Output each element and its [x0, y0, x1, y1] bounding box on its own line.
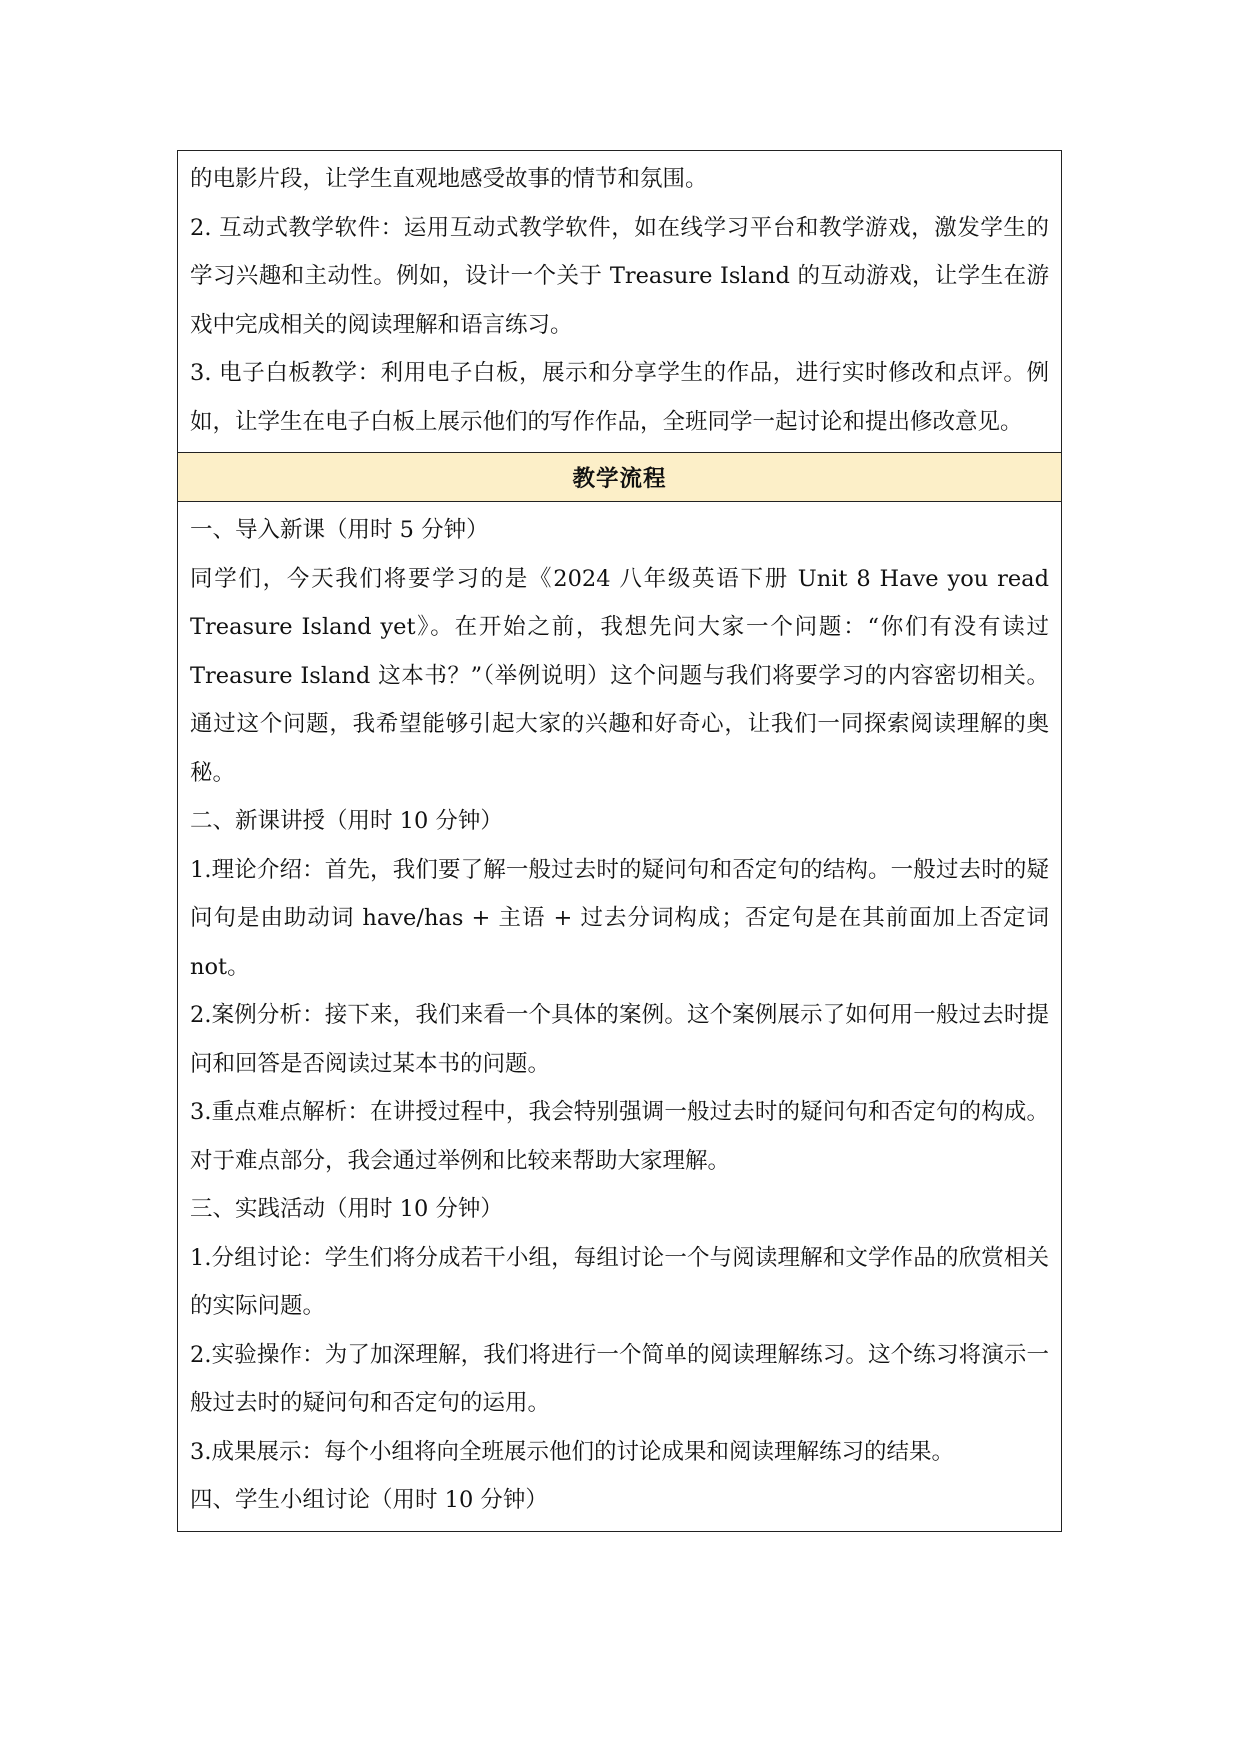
section-heading: 三、实践活动（用时 10 分钟）: [190, 1196, 503, 1222]
lesson-plan-table: [177, 150, 1062, 1532]
paragraph: 2.案例分析：接下来，我们来看一个具体的案例。这个案例展示了如何用一般过去时提问和回答是否阅读过某本书的问题。: [190, 1002, 1049, 1077]
paragraph: 3.成果展示：每个小组将向全班展示他们的讨论成果和阅读理解练习的结果。: [190, 1438, 954, 1465]
section-title: 教学流程: [572, 466, 667, 492]
top-content-cell: [178, 151, 1061, 452]
section-heading: 二、新课讲授（用时 10 分钟）: [190, 808, 503, 834]
paragraph: 2.实验操作：为了加深理解，我们将进行一个简单的阅读理解练习。这个练习将演示一般过去时的疑问句和否定句的运用。: [190, 1341, 1049, 1416]
paragraph: 3.重点难点解析：在讲授过程中，我会特别强调一般过去时的疑问句和否定句的构成。对于难点部分，我会通过举例和比较来帮助大家理解。: [190, 1099, 1049, 1174]
paragraph: 的电影片段，让学生直观地感受故事的情节和氛围。: [190, 166, 708, 192]
paragraph: 1.理论介绍：首先，我们要了解一般过去时的疑问句和否定句的结构。一般过去时的疑问句是由助动词 have/has + 主语 + 过去分词构成；否定句是在其前面加上否定词 not。: [190, 856, 1049, 980]
section-header-row: [178, 452, 1061, 502]
paragraph: 1.分组讨论：学生们将分成若干小组，每组讨论一个与阅读理解和文学作品的欣赏相关的实际问题。: [190, 1244, 1049, 1319]
paragraph: 同学们，今天我们将要学习的是《2024 八年级英语下册 Unit 8 Have you read Treasure Island yet》。在开始之前，我想先问大家一个问题：“你们有没有读过 Treasure Island 这本书？”（举例说明）这个问题与我们将要学习的内容密切相关。通过这个问题，我希望能够引起大家的兴趣和好奇心，让我们一同探索阅读理解的奥秘。: [190, 565, 1049, 786]
teaching-process-cell: [178, 502, 1061, 1531]
section-heading: 四、学生小组讨论（用时 10 分钟）: [190, 1487, 548, 1513]
paragraph: 2. 互动式教学软件：运用互动式教学软件，如在线学习平台和教学游戏，激发学生的学习兴趣和主动性。例如，设计一个关于 Treasure Island 的互动游戏，让学生在游戏中完成相关的阅读理解和语言练习。: [190, 214, 1049, 338]
paragraph: 3. 电子白板教学：利用电子白板，展示和分享学生的作品，进行实时修改和点评。例如，让学生在电子白板上展示他们的写作作品，全班同学一起讨论和提出修改意见。: [190, 360, 1049, 435]
section-heading: 一、导入新课（用时 5 分钟）: [190, 517, 489, 543]
